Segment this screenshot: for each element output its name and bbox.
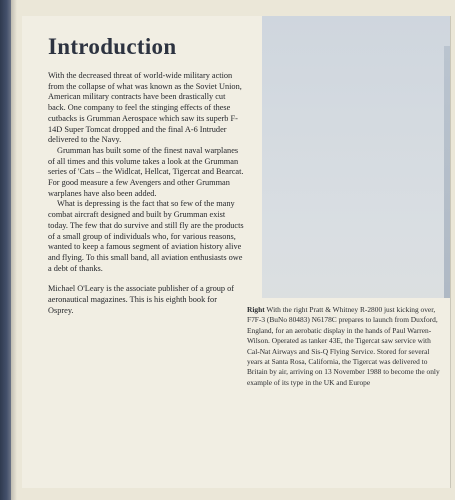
intro-paragraph-2: Grumman has built some of the finest naval warplanes of all times and this volume takes a look at the Grumman series of 'Cats – the Widlcat, Hellcat, Tigercat and Bearcat. For good measure a few Avengers and other Grumman warplanes have also been added. xyxy=(48,145,244,198)
caption-text: With the right Pratt & Whitney R-2800 just kicking over, F7F-3 (BuNo 80483) N6178C prepares to launch from Duxford, England, for an aerobatic display in the hands of Paul Warren-Wilson. Operated as tanker 43E, the Tigercat saw service with Cal-Nat Airways and Sis-Q Flying Service. Stored for several years at Santa Rosa, California, the Tigercat was delivered to Britain by air, arriving on 13 November 1988 to become the only example of its type in the UK and Europe xyxy=(247,305,440,387)
intro-body xyxy=(48,71,244,316)
intro-paragraph-3: What is depressing is the fact that so few of the many combat aircraft designed and built by Grumman exist today. The few that do survive and still fly are the products of a small group of individuals who, for various reasons, wanted to keep a famous segment of aviation history alive and flying. To this small band, all aviation enthusiasts owe a debt of thanks. xyxy=(48,199,244,273)
intro-paragraph-1: With the decreased threat of world-wide military action from the collapse of what was known as the Soviet Union, American military contracts have been drastically cut back. One company to feel the stinging effects of these cutbacks is Grumman Aerospace which saw its superb F-14D Super Tomcat dropped and the final A-6 Intruder delivered to the Navy. xyxy=(48,71,242,145)
caption-label: Right xyxy=(247,305,265,314)
page-title: Introduction xyxy=(48,34,177,59)
author-note: Michael O'Leary is the associate publisher of a group of aeronautical magazines. This is his eighth book for Osprey. xyxy=(48,284,235,315)
photo-caption xyxy=(247,305,443,388)
spine-shadow xyxy=(11,0,17,500)
book-spine xyxy=(0,0,11,500)
